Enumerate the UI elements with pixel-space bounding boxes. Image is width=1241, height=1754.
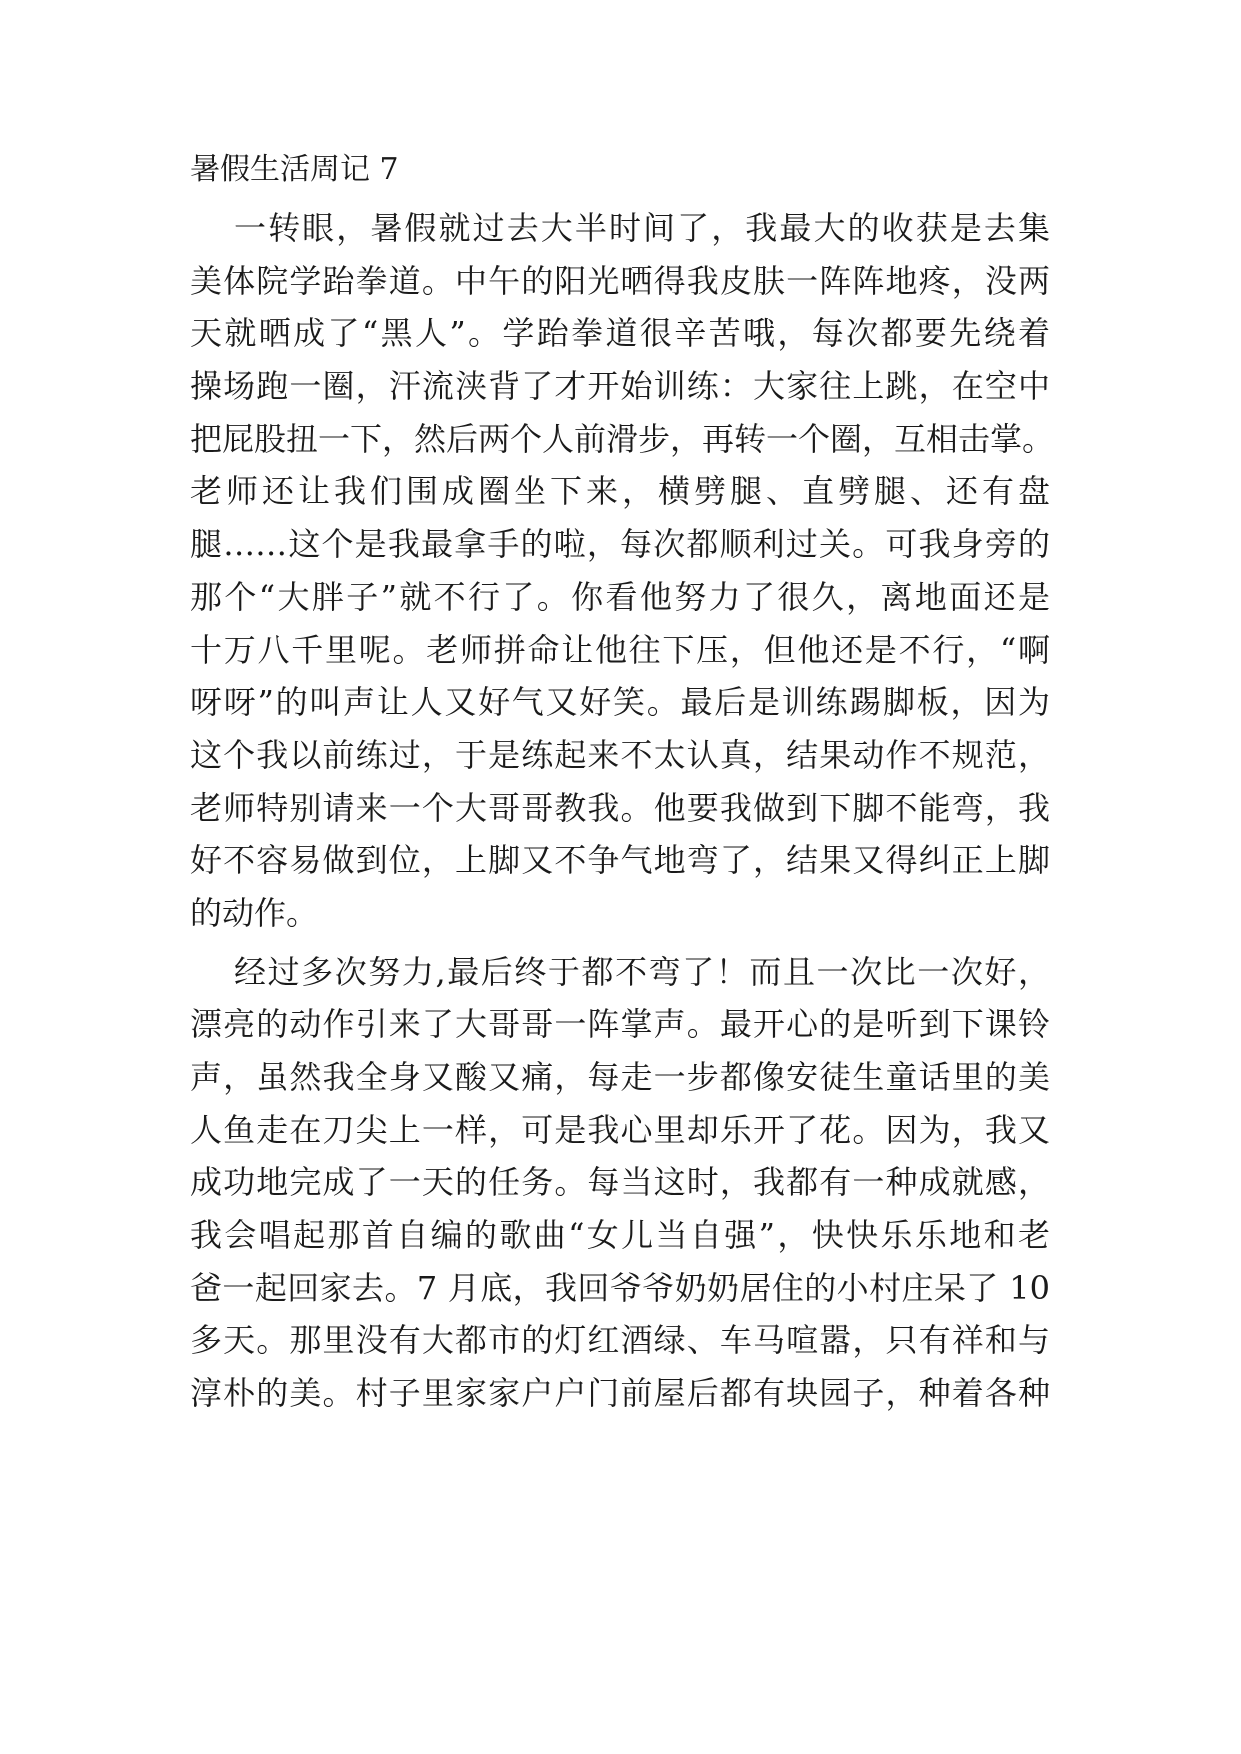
paragraph-line: 漂亮的动作引来了大哥哥一阵掌声。最开心的是听到下课铃 bbox=[190, 1005, 1050, 1044]
paragraph-line: 老师还让我们围成圈坐下来，横劈腿、直劈腿、还有盘 bbox=[190, 472, 1050, 511]
paragraph-line: 经过多次努力,最后终于都不弯了！而且一次比一次好， bbox=[234, 952, 1050, 991]
paragraph-line: 淳朴的美。村子里家家户户门前屋后都有块园子，种着各种 bbox=[190, 1374, 1050, 1413]
paragraph-line: 那个“大胖子”就不行了。你看他努力了很久，离地面还是 bbox=[190, 577, 1050, 616]
paragraph-line: 操场跑一圈，汗流浃背了才开始训练：大家往上跳，在空中 bbox=[190, 367, 1050, 406]
paragraph-line: 腿……这个是我最拿手的啦，每次都顺利过关。可我身旁的 bbox=[190, 525, 1050, 564]
paragraph-line: 多天。那里没有大都市的灯红酒绿、车马喧嚣，只有祥和与 bbox=[190, 1321, 1050, 1360]
paragraph-line: 我会唱起那首自编的歌曲“女儿当自强”，快快乐乐地和老 bbox=[190, 1216, 1050, 1255]
paragraph-line: 好不容易做到位，上脚又不争气地弯了，结果又得纠正上脚 bbox=[190, 841, 1050, 880]
paragraph-2 bbox=[190, 946, 1050, 1420]
document-page bbox=[190, 150, 1055, 1420]
paragraph-line: 美体院学跆拳道。中午的阳光晒得我皮肤一阵阵地疼，没两 bbox=[190, 261, 1050, 300]
paragraph-line: 声，虽然我全身又酸又痛，每走一步都像安徒生童话里的美 bbox=[190, 1058, 1050, 1096]
paragraph-line: 这个我以前练过，于是练起来不太认真，结果动作不规范， bbox=[190, 735, 1050, 774]
paragraph-line: 成功地完成了一天的任务。每当这时，我都有一种成就感， bbox=[190, 1163, 1050, 1202]
document-title: 暑假生活周记 7 bbox=[190, 152, 399, 187]
paragraph-1 bbox=[190, 202, 1055, 940]
paragraph-line: 呀呀”的叫声让人又好气又好笑。最后是训练踢脚板，因为 bbox=[190, 683, 1050, 722]
paragraph-line: 十万八千里呢。老师拼命让他往下压，但他还是不行，“啊 bbox=[190, 630, 1050, 669]
paragraph-line: 一转眼，暑假就过去大半时间了，我最大的收获是去集 bbox=[234, 209, 1050, 247]
paragraph-line: 天就晒成了“黑人”。学跆拳道很辛苦哦，每次都要先绕着 bbox=[190, 314, 1050, 353]
paragraph-line: 老师特别请来一个大哥哥教我。他要我做到下脚不能弯，我 bbox=[190, 788, 1050, 827]
paragraph-line: 的动作。 bbox=[190, 893, 319, 932]
paragraph-line: 爸一起回家去。7 月底，我回爷爷奶奶居住的小村庄呆了 10 bbox=[190, 1268, 1050, 1307]
paragraph-line: 把屁股扭一下，然后两个人前滑步，再转一个圈，互相击掌。 bbox=[190, 419, 1055, 458]
paragraph-line: 人鱼走在刀尖上一样，可是我心里却乐开了花。因为，我又 bbox=[190, 1110, 1050, 1149]
